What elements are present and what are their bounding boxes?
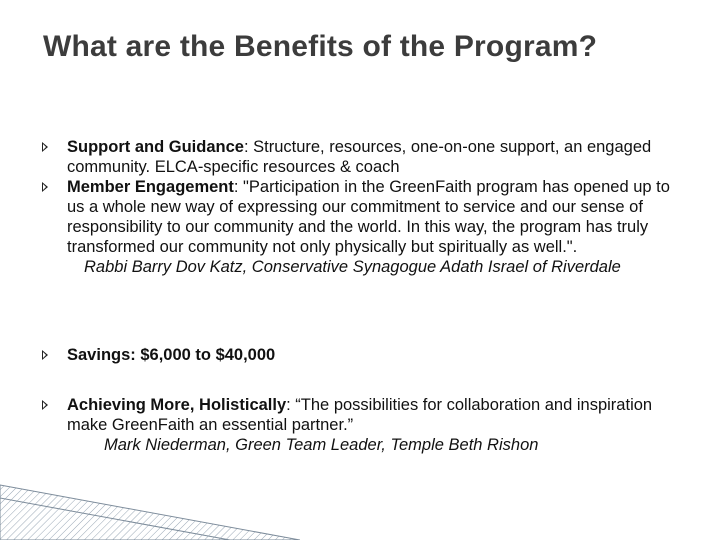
bullet-text [67,177,682,277]
slide-title: What are the Benefits of the Program? [43,30,598,63]
quote-attribution: Mark Niederman, Green Team Leader, Temple Beth Rishon [104,436,539,454]
bullet-label: Member Engagement [67,178,234,196]
bullet-body: : “The possibilities for collaboration and inspiration make GreenFaith an essential partner.” [67,396,653,434]
triangle-arrow-icon [42,142,48,152]
quote-attribution: Rabbi Barry Dov Katz, Conservative Synagogue Adath Israel of Riverdale [84,258,621,276]
bullet-text [67,345,682,365]
triangle-arrow-icon [42,400,48,410]
bullet-body: : Structure, resources, one-on-one support, an engaged community. ELCA-specific resources & coach [67,138,652,176]
bullet-savings [42,345,682,365]
bullet-member-engagement [42,177,682,277]
bullet-label: Support and Guidance [67,138,244,156]
bullet-text [67,137,682,177]
bullet-body: : "Participation in the GreenFaith program has opened up to us a whole new way of expressing our commitment to service and our sense of responsibility to our community and the world. In this way, the program has truly transformed our community not only physically but spiritually as well.". [67,178,670,256]
triangle-arrow-icon [42,182,48,192]
corner-hatch-decoration [0,440,300,540]
bullet-label: Achieving More, Holistically [67,396,287,414]
bullet-label: Savings: $6,000 to $40,000 [67,346,276,364]
triangle-arrow-icon [42,350,48,360]
bullet-support-guidance [42,137,682,177]
